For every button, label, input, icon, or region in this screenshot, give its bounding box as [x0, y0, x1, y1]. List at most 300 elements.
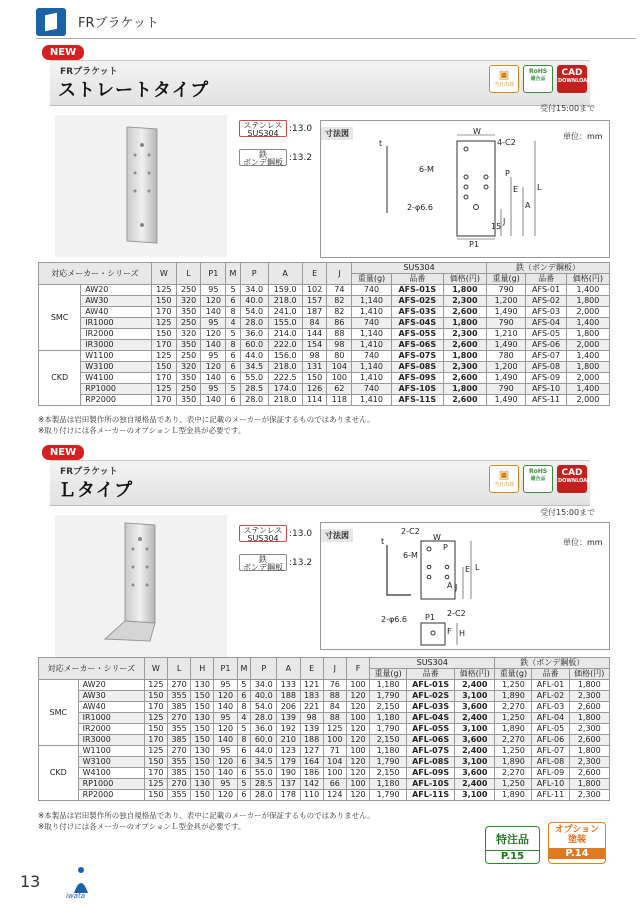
table-cell: 130: [191, 746, 214, 757]
table-cell: 355: [167, 790, 190, 801]
table-cell: AFS-07: [526, 351, 566, 362]
table-cell: 140: [201, 373, 226, 384]
table-cell: 250: [176, 351, 201, 362]
table-cell: 66: [323, 779, 346, 790]
dim-label-l: L: [475, 563, 480, 572]
col-price: 価格(円): [455, 669, 495, 680]
table-cell: 150: [151, 362, 176, 373]
table-cell: 120: [201, 296, 226, 307]
col-sus304: SUS304: [352, 263, 487, 274]
table-row: [39, 395, 610, 406]
table-cell: 28.0: [251, 713, 277, 724]
table-cell: 192: [277, 724, 300, 735]
table-cell: 350: [176, 373, 201, 384]
table-cell: 137: [277, 779, 300, 790]
table-cell: 1,790: [370, 724, 407, 735]
table-cell: 740: [352, 285, 391, 296]
series-cell: RP1000: [81, 384, 152, 395]
table-cell: AFL-04S: [407, 713, 455, 724]
table-row: [39, 691, 610, 702]
table-cell: 28.0: [240, 395, 268, 406]
table-cell: AFS-01S: [391, 285, 443, 296]
table-cell: 170: [144, 735, 167, 746]
table-cell: 2,270: [495, 702, 532, 713]
table-cell: 2,000: [566, 307, 609, 318]
table-cell: 2,600: [443, 340, 486, 351]
table-cell: 80: [327, 351, 352, 362]
table-cell: 1,200: [486, 362, 525, 373]
catalog-logo-icon: [36, 8, 66, 36]
table-cell: 150: [144, 724, 167, 735]
spec-table-body: [39, 285, 610, 406]
table-cell: 6: [226, 296, 241, 307]
dim-label-w: W: [433, 533, 441, 542]
table-row: [39, 384, 610, 395]
table-cell: 140: [214, 768, 237, 779]
dim-label-15: 15: [491, 222, 502, 231]
table-cell: AFL-06: [532, 735, 569, 746]
table-cell: 1,250: [495, 680, 532, 691]
table-row: [39, 790, 610, 801]
table-cell: 8: [226, 307, 241, 318]
table-cell: 28.5: [240, 384, 268, 395]
table-cell: 188: [300, 735, 323, 746]
table-cell: 150: [151, 296, 176, 307]
table-cell: 150: [151, 329, 176, 340]
table-cell: 110: [300, 790, 323, 801]
section2-title: Ｌタイプ: [58, 480, 134, 501]
table-cell: 142: [300, 779, 323, 790]
table-cell: 218.0: [268, 296, 302, 307]
col-p: P: [240, 263, 268, 285]
col-m: M: [237, 658, 251, 680]
dim-label-p: P: [505, 169, 510, 178]
table-cell: 140: [201, 307, 226, 318]
table-cell: 170: [151, 395, 176, 406]
table-cell: AFL-11: [532, 790, 569, 801]
rohs-icon: RoHS 適合品: [523, 65, 553, 93]
table-cell: 190: [277, 768, 300, 779]
thickness-steel: :13.2: [289, 153, 313, 163]
col-a: A: [268, 263, 302, 285]
table-cell: 6: [226, 395, 241, 406]
material-steel: 鉄 ボンデ鋼板: [239, 149, 287, 166]
table-cell: 125: [144, 713, 167, 724]
table-cell: 3,600: [455, 768, 495, 779]
series-cell: AW30: [78, 691, 144, 702]
spec-table-body: [39, 680, 610, 801]
table-cell: 1,400: [566, 351, 609, 362]
table-cell: 1,800: [569, 746, 609, 757]
table-cell: 3,600: [455, 735, 495, 746]
table-cell: 2,150: [370, 735, 407, 746]
series-cell: W1100: [81, 351, 152, 362]
section1-subtitle: FRブラケット: [60, 67, 118, 77]
table-cell: 1,210: [486, 329, 525, 340]
dim-label-t: t: [381, 537, 385, 546]
table-cell: 121: [300, 680, 323, 691]
table-cell: 95: [214, 713, 237, 724]
page-header-title: FRブラケット: [78, 16, 159, 31]
col-price: 価格(円): [569, 669, 609, 680]
series-cell: AW20: [78, 680, 144, 691]
col-j: J: [323, 658, 346, 680]
table-cell: 104: [327, 362, 352, 373]
table-cell: 150: [144, 691, 167, 702]
dim-label-m: 6-M: [419, 165, 434, 174]
table-cell: AFL-03S: [407, 702, 455, 713]
table-cell: 120: [346, 702, 369, 713]
table-cell: 5: [226, 384, 241, 395]
dim-label-c: 4-C2: [497, 138, 516, 147]
table-cell: 125: [144, 680, 167, 691]
table-cell: 157: [302, 296, 327, 307]
table-cell: 2,600: [443, 373, 486, 384]
table-cell: AFS-11: [526, 395, 566, 406]
table-cell: 1,250: [495, 746, 532, 757]
table-cell: 6: [226, 373, 241, 384]
table-cell: 150: [302, 373, 327, 384]
table-cell: AFS-02: [526, 296, 566, 307]
table-row: [39, 296, 610, 307]
dim-label-h: H: [459, 629, 466, 638]
table-cell: 183: [300, 691, 323, 702]
table-cell: 221: [300, 702, 323, 713]
table-cell: 1,800: [443, 384, 486, 395]
table-cell: 355: [167, 724, 190, 735]
table-cell: 60.0: [240, 340, 268, 351]
table-cell: AFS-02S: [391, 296, 443, 307]
table-cell: 3,100: [455, 724, 495, 735]
table-cell: 34.5: [240, 362, 268, 373]
section2-subtitle: FRブラケット: [60, 467, 118, 477]
table-cell: 71: [323, 746, 346, 757]
table-cell: 139: [277, 713, 300, 724]
maker-cell: SMC: [39, 285, 81, 351]
table-cell: 28.0: [251, 790, 277, 801]
table-cell: 150: [191, 790, 214, 801]
table-cell: 385: [167, 768, 190, 779]
custom-order-link[interactable]: [485, 826, 540, 864]
table-cell: 790: [486, 318, 525, 329]
table-cell: AFS-06S: [391, 340, 443, 351]
table-cell: 124: [323, 790, 346, 801]
table-cell: 170: [151, 340, 176, 351]
table-row: [39, 340, 610, 351]
table-cell: 150: [144, 757, 167, 768]
thickness-sus304: :13.0: [289, 529, 313, 539]
table-cell: 40.0: [251, 691, 277, 702]
table-cell: 3,100: [455, 757, 495, 768]
table-cell: AFS-01: [526, 285, 566, 296]
table-row: [39, 746, 610, 757]
note-2: ※取り付けには各メーカーのオプションＬ型金具が必要です。: [38, 822, 246, 831]
table-cell: 1,800: [566, 362, 609, 373]
table-cell: 6: [237, 768, 251, 779]
table-cell: 270: [167, 746, 190, 757]
table-cell: 5: [237, 779, 251, 790]
table-cell: 6: [237, 746, 251, 757]
table-cell: 1,400: [566, 285, 609, 296]
table-row: [39, 329, 610, 340]
table-cell: AFL-02S: [407, 691, 455, 702]
table-cell: 36.0: [240, 329, 268, 340]
table-cell: 1,180: [370, 680, 407, 691]
table-cell: 6: [226, 362, 241, 373]
table-cell: 355: [167, 757, 190, 768]
table-row: [39, 768, 610, 779]
table-cell: AFS-03: [526, 307, 566, 318]
col-weight: 重量(g): [370, 669, 407, 680]
table-cell: 120: [346, 691, 369, 702]
table-cell: 54.0: [240, 307, 268, 318]
table-cell: 2,600: [569, 702, 609, 713]
table-cell: 34.0: [240, 285, 268, 296]
table-cell: AFL-08S: [407, 757, 455, 768]
table-row: [39, 724, 610, 735]
table-cell: 355: [167, 691, 190, 702]
table-row: [39, 702, 610, 713]
table-cell: AFS-08S: [391, 362, 443, 373]
table-cell: 2,300: [443, 296, 486, 307]
table-cell: 270: [167, 680, 190, 691]
table-cell: 250: [176, 384, 201, 395]
table-cell: 62: [327, 384, 352, 395]
table-cell: 250: [176, 285, 201, 296]
table-cell: 1,490: [486, 307, 525, 318]
custom-order-page: P.15: [486, 850, 539, 862]
table-cell: 385: [167, 735, 190, 746]
table-cell: 95: [201, 351, 226, 362]
table-cell: 1,180: [370, 746, 407, 757]
table-cell: 126: [302, 384, 327, 395]
table-cell: 1,180: [370, 713, 407, 724]
table-cell: AFL-05S: [407, 724, 455, 735]
table-cell: 100: [323, 735, 346, 746]
series-cell: IR1000: [81, 318, 152, 329]
table-cell: 133: [277, 680, 300, 691]
table-cell: 120: [214, 724, 237, 735]
table-cell: 44.0: [251, 746, 277, 757]
table-cell: 144: [302, 329, 327, 340]
table-cell: 120: [214, 790, 237, 801]
table-cell: 55.0: [251, 768, 277, 779]
table-cell: 2,000: [566, 373, 609, 384]
same-day-shipping-icon: ▣ 当日出荷: [489, 65, 519, 93]
maker-cell: CKD: [39, 351, 81, 406]
cad-download-button[interactable]: CAD DOWNLOAD: [557, 465, 587, 493]
table-cell: 2,300: [569, 691, 609, 702]
table-cell: 100: [327, 373, 352, 384]
table-cell: 6: [237, 757, 251, 768]
table-row: [39, 373, 610, 384]
table-row: [39, 735, 610, 746]
table-cell: 790: [486, 384, 525, 395]
dim-title: 寸法図: [321, 529, 353, 542]
table-cell: 350: [176, 307, 201, 318]
col-maker: 対応メーカー・シリーズ: [39, 263, 152, 285]
table-row: [39, 779, 610, 790]
col-m: M: [226, 263, 241, 285]
table-cell: 120: [214, 691, 237, 702]
table-cell: 1,800: [569, 779, 609, 790]
table-cell: 2,400: [455, 680, 495, 691]
table-cell: 241.0: [268, 307, 302, 318]
table-cell: AFL-07: [532, 746, 569, 757]
table-row: [39, 362, 610, 373]
dim-title: 寸法図: [321, 127, 353, 140]
table-cell: 140: [201, 340, 226, 351]
dim-label-f: F: [447, 627, 452, 636]
table-cell: 120: [346, 768, 369, 779]
table-cell: 6: [237, 790, 251, 801]
rohs-icon: RoHS 適合品: [523, 465, 553, 493]
table-cell: 120: [214, 757, 237, 768]
table-cell: 1,410: [352, 340, 391, 351]
table-cell: 76: [323, 680, 346, 691]
table-cell: 156.0: [268, 351, 302, 362]
series-cell: RP1000: [78, 779, 144, 790]
table-cell: 125: [151, 318, 176, 329]
table-cell: 5: [226, 329, 241, 340]
table-cell: 6: [237, 691, 251, 702]
table-cell: 1,410: [352, 395, 391, 406]
table-cell: 2,270: [495, 768, 532, 779]
table-cell: 118: [327, 395, 352, 406]
table-cell: 140: [214, 735, 237, 746]
dimension-drawing-straight: [320, 120, 610, 258]
table-cell: 60.0: [251, 735, 277, 746]
table-cell: 8: [237, 702, 251, 713]
series-cell: AW20: [81, 285, 152, 296]
table-cell: 125: [151, 285, 176, 296]
table-cell: AFL-08: [532, 757, 569, 768]
iwata-logo-icon: [70, 865, 92, 895]
option-paint-link[interactable]: [548, 822, 606, 864]
table-cell: 270: [167, 713, 190, 724]
table-row: [39, 285, 610, 296]
table-cell: 187: [302, 307, 327, 318]
table-cell: 1,890: [495, 724, 532, 735]
unit-label: 単位：mm: [563, 538, 603, 547]
table-cell: 164: [300, 757, 323, 768]
dim-label-a: A: [447, 581, 453, 590]
material-steel: 鉄 ボンデ鋼板: [239, 554, 287, 571]
col-w: W: [151, 263, 176, 285]
table-cell: 3,100: [455, 790, 495, 801]
dim-label-l: L: [537, 183, 542, 192]
col-l: L: [176, 263, 201, 285]
header-divider: [36, 38, 636, 39]
table-cell: 1,800: [569, 680, 609, 691]
dim-label-p1: P1: [469, 240, 479, 249]
table-cell: 95: [201, 318, 226, 329]
table-cell: 150: [144, 790, 167, 801]
table-cell: 125: [151, 351, 176, 362]
table-cell: 780: [486, 351, 525, 362]
cad-download-button[interactable]: CAD DOWNLOAD: [557, 65, 587, 93]
table-cell: 36.0: [251, 724, 277, 735]
table-cell: 150: [191, 691, 214, 702]
note-1: ※本製品は岩田製作所の独自規格品であり、表中に記載のメーカーが保証するものではありません。: [38, 811, 375, 820]
col-sus304: SUS304: [370, 658, 495, 669]
table-cell: 6: [226, 351, 241, 362]
col-e: E: [302, 263, 327, 285]
dim-label-c: 2-C2: [401, 527, 420, 536]
table-cell: 28.5: [251, 779, 277, 790]
table-cell: AFS-04: [526, 318, 566, 329]
thickness-steel: :13.2: [289, 558, 313, 568]
table-cell: 2,400: [455, 779, 495, 790]
maker-cell: CKD: [39, 746, 79, 801]
series-cell: IR3000: [78, 735, 144, 746]
table-cell: 222.0: [268, 340, 302, 351]
series-cell: W4100: [81, 373, 152, 384]
col-price: 価格(円): [443, 274, 486, 285]
col-a: A: [277, 658, 300, 680]
table-cell: 120: [201, 362, 226, 373]
table-cell: 125: [144, 779, 167, 790]
table-cell: 170: [144, 702, 167, 713]
iwata-logo-text: iwata: [66, 892, 85, 900]
table-cell: 95: [214, 680, 237, 691]
table-cell: 95: [214, 779, 237, 790]
table-cell: 1,800: [443, 318, 486, 329]
table-cell: 130: [191, 779, 214, 790]
table-cell: 2,300: [569, 724, 609, 735]
table-cell: AFL-03: [532, 702, 569, 713]
table-cell: 2,300: [569, 757, 609, 768]
product-photo-l-type: [55, 515, 227, 657]
col-weight: 重量(g): [495, 669, 532, 680]
table-row: [39, 757, 610, 768]
dim-label-m: 6-M: [403, 551, 418, 560]
dim-label-a: A: [525, 201, 531, 210]
table-cell: 88: [323, 691, 346, 702]
table-cell: 4: [237, 713, 251, 724]
dim-label-j: J: [455, 583, 458, 592]
dim-label-c2: 2-C2: [447, 609, 466, 618]
note-2: ※取り付けには各メーカーのオプションＬ型金具が必要です。: [38, 426, 246, 435]
table-cell: 2,300: [443, 362, 486, 373]
col-weight: 重量(g): [486, 274, 525, 285]
table-cell: AFS-05: [526, 329, 566, 340]
table-cell: 1,200: [486, 296, 525, 307]
table-cell: 1,400: [566, 318, 609, 329]
table-cell: 150: [191, 702, 214, 713]
dim-label-w: W: [473, 127, 481, 136]
table-row: [39, 351, 610, 362]
table-cell: AFS-09: [526, 373, 566, 384]
dim-label-j: J: [503, 217, 506, 226]
table-cell: 131: [302, 362, 327, 373]
custom-order-label: 特注品: [496, 833, 529, 846]
col-p: P: [251, 658, 277, 680]
table-cell: 154: [302, 340, 327, 351]
table-cell: AFL-10: [532, 779, 569, 790]
table-cell: AFL-09S: [407, 768, 455, 779]
table-cell: 1,250: [495, 779, 532, 790]
table-cell: 2,000: [566, 340, 609, 351]
table-cell: 84: [302, 318, 327, 329]
table-cell: 82: [327, 307, 352, 318]
table-cell: 1,890: [495, 691, 532, 702]
col-part: 品番: [526, 274, 566, 285]
table-cell: AFL-07S: [407, 746, 455, 757]
table-cell: 1,140: [352, 296, 391, 307]
dimension-drawing-l-type: [320, 522, 610, 650]
series-cell: IR2000: [78, 724, 144, 735]
